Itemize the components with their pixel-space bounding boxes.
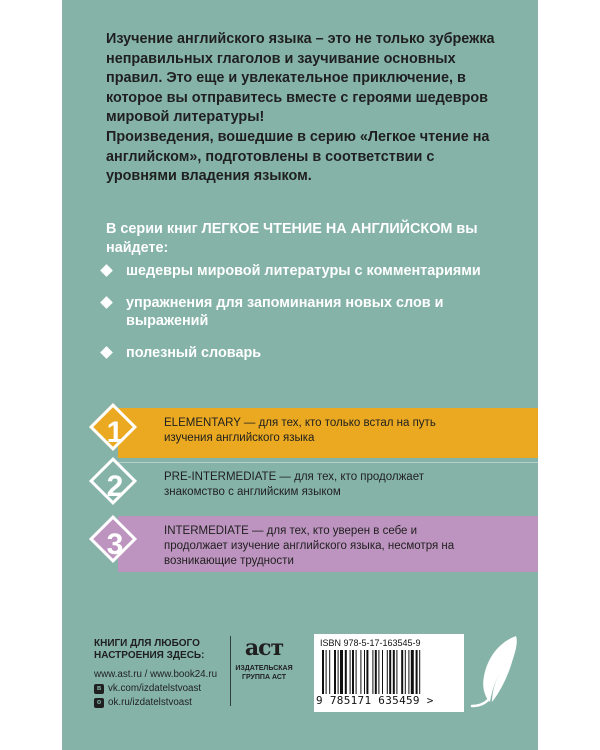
barcode-bar xyxy=(364,650,365,694)
diamond-bullet-icon xyxy=(100,346,113,359)
series-heading: В серии книг ЛЕГКОЕ ЧТЕНИЕ НА АНГЛИЙСКОМ вы найдете: xyxy=(106,221,478,256)
quill-feather-icon xyxy=(466,632,526,708)
barcode-bar xyxy=(378,650,379,694)
intro-paragraph-1: Изучение английского языка – это не только зубрежка неправильных глаголов и заучивание основных правил. Это еще и увлекательное приключение, в которое вы отправитесь вместе с героями шедевров мировой литературы! xyxy=(106,31,495,126)
publisher-logo-mark: аст xyxy=(244,635,284,661)
barcode-bar xyxy=(408,650,409,694)
publisher-logo xyxy=(234,636,294,682)
barcode-bar xyxy=(340,650,343,694)
level-intermediate xyxy=(92,516,538,572)
vk-link[interactable]: vk.com/izdatelstvoast xyxy=(108,683,202,694)
barcode-bar xyxy=(375,650,377,694)
level-number: 1 xyxy=(106,416,124,449)
ok-link[interactable]: ok.ru/izdatelstvoast xyxy=(108,697,192,708)
diamond-bullet-icon xyxy=(100,264,113,277)
barcode-bar xyxy=(389,650,391,694)
feature-item xyxy=(102,262,502,281)
barcode-bar xyxy=(352,650,354,694)
level-number: 3 xyxy=(106,528,124,561)
level-number: 2 xyxy=(106,470,124,503)
level-description: INTERMEDIATE — для тех, кто уверен в себе и продолжает изучение английского языка, несмотря на возникающие трудности xyxy=(164,525,455,567)
intro-text xyxy=(106,30,506,187)
level-description: ELEMENTARY — для тех, кто только встал на путь изучения английского языка xyxy=(164,417,436,444)
intro-paragraph-2: Произведения, вошедшие в серию «Легкое чтение на английском», подготовлены в соответствии с уровнями владения языком. xyxy=(106,128,490,185)
ok-icon: о xyxy=(94,698,104,708)
feature-label: шедевры мировой литературы с комментариями xyxy=(126,263,481,279)
feature-label: упражнения для запоминания новых слов и выражений xyxy=(126,294,444,329)
book-back-cover xyxy=(62,0,538,750)
barcode-bar xyxy=(334,650,336,694)
website-links[interactable]: www.ast.ru / www.book24.ru xyxy=(94,669,218,680)
barcode-bar xyxy=(411,650,414,694)
barcode-bar xyxy=(405,650,406,694)
feature-list xyxy=(102,262,502,375)
barcode-bar xyxy=(326,650,327,694)
barcode-bar xyxy=(366,650,368,694)
level-pre-intermediate xyxy=(92,462,538,512)
barcode-bar xyxy=(338,650,339,694)
barcode-bar xyxy=(345,650,347,694)
barcode-bar xyxy=(360,650,361,694)
barcode-bar xyxy=(372,650,373,694)
barcode-bar xyxy=(322,650,324,694)
barcode-bar xyxy=(396,650,397,694)
links-heading: КНИГИ ДЛЯ ЛЮБОГО НАСТРОЕНИЯ ЗДЕСЬ: xyxy=(94,638,205,661)
level-elementary xyxy=(92,408,538,458)
feature-item xyxy=(102,344,502,363)
barcode-bars xyxy=(320,650,458,694)
barcode-bar xyxy=(356,650,357,694)
barcode-bar xyxy=(387,650,388,694)
barcode-bar xyxy=(416,650,418,694)
barcode-bar xyxy=(329,650,330,694)
publisher-logo-caption: ИЗДАТЕЛЬСКАЯ ГРУППА АСТ xyxy=(235,665,293,681)
feature-item xyxy=(102,294,502,331)
feature-label: полезный словарь xyxy=(126,344,262,361)
barcode-bar xyxy=(382,650,383,694)
isbn-barcode xyxy=(314,634,464,712)
barcode-digits: 9 785171 635459 > xyxy=(316,694,434,707)
level-description: PRE-INTERMEDIATE — для тех, кто продолжает знакомство с английским языком xyxy=(164,471,424,498)
diamond-bullet-icon xyxy=(100,296,113,309)
isbn-number: ISBN 978-5-17-163545-9 xyxy=(320,638,421,648)
vk-icon: в xyxy=(94,684,104,694)
barcode-bar xyxy=(350,650,351,694)
footer-divider xyxy=(230,636,231,706)
barcode-bar xyxy=(419,650,420,694)
barcode-bar xyxy=(401,650,403,694)
barcode-bar xyxy=(393,650,395,694)
